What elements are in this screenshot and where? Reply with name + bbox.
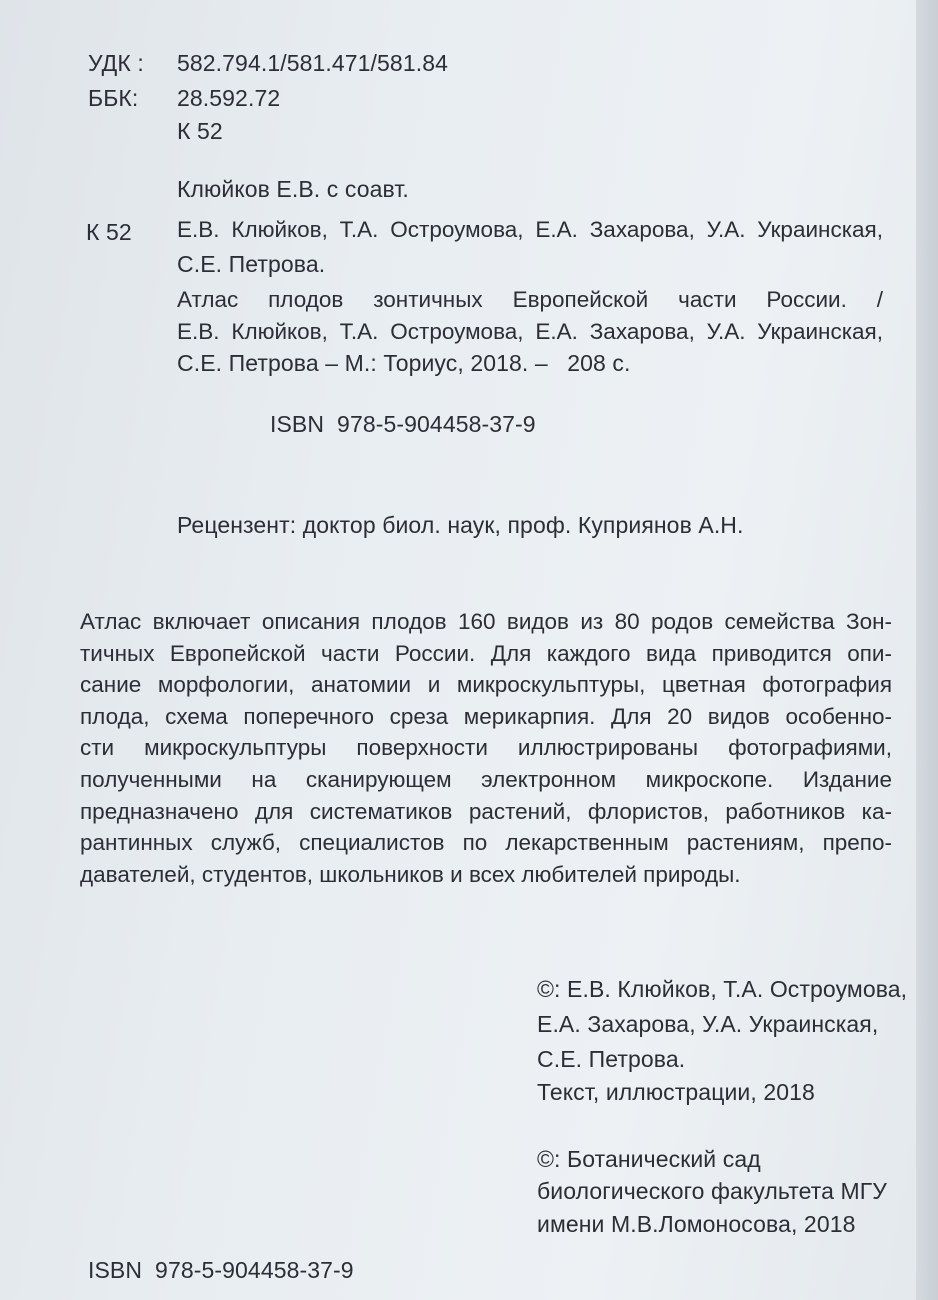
copyright-garden-line-1: ©: Ботанический сад xyxy=(537,1146,761,1172)
bbk-value: 28.592.72 xyxy=(177,85,281,111)
copyright-authors-line-1: ©: Е.В. Клюйков, Т.А. Остроумова, xyxy=(537,976,908,1002)
bottom-isbn: ISBN 978-5-904458-37-9 xyxy=(88,1257,354,1283)
entry-line-3: Атлас плодов зонтичных Европейской части России. / xyxy=(177,287,883,312)
entry-line-5: С.Е. Петрова – М.: Ториус, 2018. – 208 с. xyxy=(177,350,631,376)
entry-line-2: С.Е. Петрова. xyxy=(177,251,326,277)
annotation-line: Атлас включает описания плодов 160 видов из 80 родов семейства Зон- xyxy=(80,609,892,634)
annotation-line: тичных Европейской части России. Для каждого вида приводится опи- xyxy=(80,640,892,666)
annotation-line: сание морфологии, анатомии и микроскульптуры, цветная фотография xyxy=(80,672,892,698)
copyright-authors-line-3: С.Е. Петрова. xyxy=(537,1046,686,1072)
annotation-line: предназначено для систематиков растений, флористов, работников ка- xyxy=(80,798,892,824)
copyright-garden-line-2: биологического факультета МГУ xyxy=(537,1178,887,1204)
entry-line-4: Е.В. Клюйков, Т.А. Остроумова, Е.А. Захарова, У.А. Украинская, xyxy=(177,319,883,344)
entry-isbn: ISBN 978-5-904458-37-9 xyxy=(270,411,536,437)
annotation-line: полученными на сканирующем электронном микроскопе. Издание xyxy=(80,766,892,792)
udk-value: 582.794.1/581.471/581.84 xyxy=(177,50,448,76)
bbk-label: ББК: xyxy=(88,85,139,111)
heading-author: Клюйков Е.В. с соавт. xyxy=(177,176,409,202)
annotation-line: плода, схема поперечного среза мерикарпия. Для 20 видов особенно- xyxy=(80,703,892,729)
page-edge xyxy=(916,0,938,1300)
annotation xyxy=(80,606,892,890)
annotation-line: рантинных служб, специалистов по лекарственным растениям, препо- xyxy=(80,830,892,856)
entry-mark: К 52 xyxy=(86,219,132,245)
udk-label: УДК : xyxy=(88,50,144,76)
author-mark: К 52 xyxy=(177,118,223,144)
reviewer: Рецензент: доктор биол. наук, проф. Куприянов А.Н. xyxy=(177,512,744,538)
annotation-line: сти микроскульптуры поверхности иллюстрированы фотографиями, xyxy=(80,735,892,761)
copyright-authors-line-4: Текст, иллюстрации, 2018 xyxy=(537,1079,815,1105)
copyright-garden-line-3: имени М.В.Ломоносова, 2018 xyxy=(537,1211,856,1237)
entry-line-1: Е.В. Клюйков, Т.А. Остроумова, Е.А. Захарова, У.А. Украинская, xyxy=(177,217,883,242)
copyright-authors-line-2: Е.А. Захарова, У.А. Украинская, xyxy=(537,1011,879,1037)
annotation-line: давателей, студентов, школьников и всех любителей природы. xyxy=(80,861,741,887)
